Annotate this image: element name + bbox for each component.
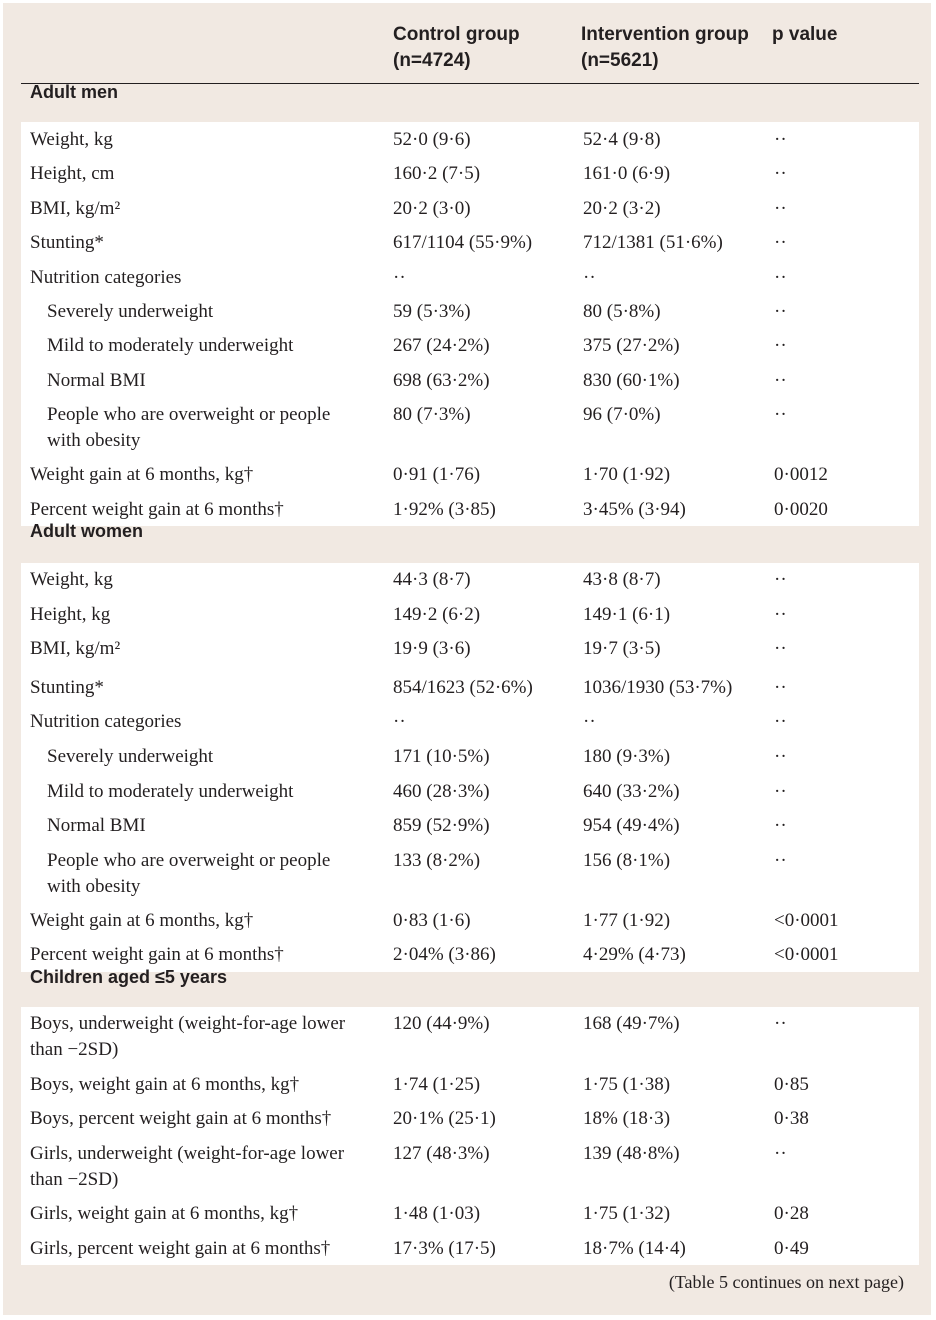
p-value: ··	[774, 129, 787, 150]
intervention-value: ··	[583, 267, 596, 288]
intervention-value: 18% (18·3)	[583, 1108, 671, 1129]
header-control-group	[393, 22, 520, 74]
header-intervention-group	[581, 22, 749, 74]
control-value: 0·83 (1·6)	[393, 910, 471, 931]
row-label: Weight, kg	[30, 569, 113, 590]
row-label: with obesity	[47, 430, 141, 451]
row-label: Boys, weight gain at 6 months, kg†	[30, 1074, 300, 1095]
row-label: Boys, percent weight gain at 6 months†	[30, 1108, 332, 1129]
section-title: Adult women	[30, 521, 143, 541]
control-value: 267 (24·2%)	[393, 335, 490, 356]
p-value: 0·49	[774, 1238, 809, 1259]
p-value: ··	[774, 163, 787, 184]
p-value: ··	[774, 232, 787, 253]
row-label: People who are overweight or people	[47, 404, 331, 425]
control-value: 20·2 (3·0)	[393, 198, 471, 219]
intervention-value: 1·70 (1·92)	[583, 464, 671, 485]
row-label: Weight gain at 6 months, kg†	[30, 910, 254, 931]
row-label: with obesity	[47, 876, 141, 897]
p-value: ··	[774, 1013, 787, 1034]
p-value: ··	[774, 335, 787, 356]
intervention-value: 168 (49·7%)	[583, 1013, 680, 1034]
control-value: 171 (10·5%)	[393, 746, 490, 767]
p-value: 0·0020	[774, 499, 828, 520]
intervention-value: 149·1 (6·1)	[583, 604, 671, 625]
control-value: 19·9 (3·6)	[393, 638, 471, 659]
header-intervention-title: Intervention group	[581, 24, 749, 45]
intervention-value: 20·2 (3·2)	[583, 198, 661, 219]
row-label: than −2SD)	[30, 1039, 119, 1060]
p-value: ··	[774, 301, 787, 322]
row-label: Girls, percent weight gain at 6 months†	[30, 1238, 331, 1259]
control-value: 80 (7·3%)	[393, 404, 471, 425]
section-title: Adult men	[30, 82, 118, 102]
header-intervention-n: (n=5621)	[581, 50, 659, 71]
p-value: ··	[774, 370, 787, 391]
intervention-value: 96 (7·0%)	[583, 404, 661, 425]
row-label: Severely underweight	[47, 746, 214, 767]
table-header	[21, 3, 919, 84]
p-value: ··	[774, 746, 787, 767]
row-label: Girls, weight gain at 6 months, kg†	[30, 1203, 299, 1224]
intervention-value: 712/1381 (51·6%)	[583, 232, 723, 253]
p-value: 0·0012	[774, 464, 828, 485]
intervention-value: 830 (60·1%)	[583, 370, 680, 391]
p-value: ··	[774, 404, 787, 425]
row-label: Height, cm	[30, 163, 115, 184]
intervention-value: 19·7 (3·5)	[583, 638, 661, 659]
intervention-value: 375 (27·2%)	[583, 335, 680, 356]
header-control-n: (n=4724)	[393, 50, 471, 71]
intervention-value: 1·75 (1·38)	[583, 1074, 671, 1095]
control-value: 120 (44·9%)	[393, 1013, 490, 1034]
intervention-value: 640 (33·2%)	[583, 781, 680, 802]
p-value: ··	[774, 267, 787, 288]
intervention-value: 4·29% (4·73)	[583, 944, 686, 965]
control-value: 854/1623 (52·6%)	[393, 677, 533, 698]
p-value: ··	[774, 677, 787, 698]
control-value: 1·92% (3·85)	[393, 499, 496, 520]
intervention-value: 1036/1930 (53·7%)	[583, 677, 733, 698]
control-value: 59 (5·3%)	[393, 301, 471, 322]
p-value: ··	[774, 198, 787, 219]
row-label: Stunting*	[30, 677, 104, 698]
control-value: 160·2 (7·5)	[393, 163, 481, 184]
control-value: 859 (52·9%)	[393, 815, 490, 836]
row-label: Girls, underweight (weight-for-age lower	[30, 1143, 345, 1164]
intervention-value: 156 (8·1%)	[583, 850, 671, 871]
p-value: ··	[774, 711, 787, 732]
control-value: 698 (63·2%)	[393, 370, 490, 391]
row-label: Percent weight gain at 6 months†	[30, 944, 284, 965]
intervention-value: 161·0 (6·9)	[583, 163, 671, 184]
row-label: Mild to moderately underweight	[47, 781, 294, 802]
control-value: 1·74 (1·25)	[393, 1074, 481, 1095]
intervention-value: 1·77 (1·92)	[583, 910, 671, 931]
header-control-title: Control group	[393, 24, 520, 45]
control-value: 149·2 (6·2)	[393, 604, 481, 625]
intervention-value: 954 (49·4%)	[583, 815, 680, 836]
control-value: 20·1% (25·1)	[393, 1108, 496, 1129]
row-label: Weight, kg	[30, 129, 113, 150]
control-value: ··	[393, 267, 406, 288]
control-value: ··	[393, 711, 406, 732]
section-title: Children aged ≤5 years	[30, 967, 227, 987]
intervention-value: ··	[583, 711, 596, 732]
row-label: BMI, kg/m²	[30, 638, 121, 659]
p-value: <0·0001	[774, 944, 839, 965]
control-value: 617/1104 (55·9%)	[393, 232, 533, 253]
intervention-value: 1·75 (1·32)	[583, 1203, 671, 1224]
row-label: Nutrition categories	[30, 711, 182, 732]
p-value: ··	[774, 850, 787, 871]
row-label: Mild to moderately underweight	[47, 335, 294, 356]
control-value: 0·91 (1·76)	[393, 464, 481, 485]
p-value: 0·28	[774, 1203, 809, 1224]
row-label: Severely underweight	[47, 301, 214, 322]
row-label: Stunting*	[30, 232, 104, 253]
control-value: 460 (28·3%)	[393, 781, 490, 802]
row-label: than −2SD)	[30, 1169, 119, 1190]
intervention-value: 3·45% (3·94)	[583, 499, 686, 520]
intervention-value: 52·4 (9·8)	[583, 129, 661, 150]
intervention-value: 18·7% (14·4)	[583, 1238, 686, 1259]
row-label: Height, kg	[30, 604, 111, 625]
p-value: ··	[774, 815, 787, 836]
intervention-value: 43·8 (8·7)	[583, 569, 661, 590]
row-label: BMI, kg/m²	[30, 198, 121, 219]
p-value: 0·85	[774, 1074, 809, 1095]
intervention-value: 180 (9·3%)	[583, 746, 671, 767]
control-value: 133 (8·2%)	[393, 850, 481, 871]
row-label: Normal BMI	[47, 370, 146, 391]
control-value: 1·48 (1·03)	[393, 1203, 481, 1224]
p-value: ··	[774, 1143, 787, 1164]
p-value: ··	[774, 569, 787, 590]
intervention-value: 80 (5·8%)	[583, 301, 661, 322]
row-label: Nutrition categories	[30, 267, 182, 288]
control-value: 2·04% (3·86)	[393, 944, 496, 965]
p-value: ··	[774, 638, 787, 659]
intervention-value: 139 (48·8%)	[583, 1143, 680, 1164]
table-panel	[3, 3, 931, 1315]
p-value: <0·0001	[774, 910, 839, 931]
row-label: People who are overweight or people	[47, 850, 331, 871]
row-label: Normal BMI	[47, 815, 146, 836]
row-label: Percent weight gain at 6 months†	[30, 499, 284, 520]
control-value: 17·3% (17·5)	[393, 1238, 496, 1259]
control-value: 44·3 (8·7)	[393, 569, 471, 590]
control-value: 52·0 (9·6)	[393, 129, 471, 150]
table-footer-note: (Table 5 continues on next page)	[668, 1272, 904, 1292]
header-p-value: p value	[772, 24, 838, 45]
p-value: 0·38	[774, 1108, 809, 1129]
p-value: ··	[774, 781, 787, 802]
p-value: ··	[774, 604, 787, 625]
row-label: Boys, underweight (weight-for-age lower	[30, 1013, 346, 1034]
row-label: Weight gain at 6 months, kg†	[30, 464, 254, 485]
control-value: 127 (48·3%)	[393, 1143, 490, 1164]
